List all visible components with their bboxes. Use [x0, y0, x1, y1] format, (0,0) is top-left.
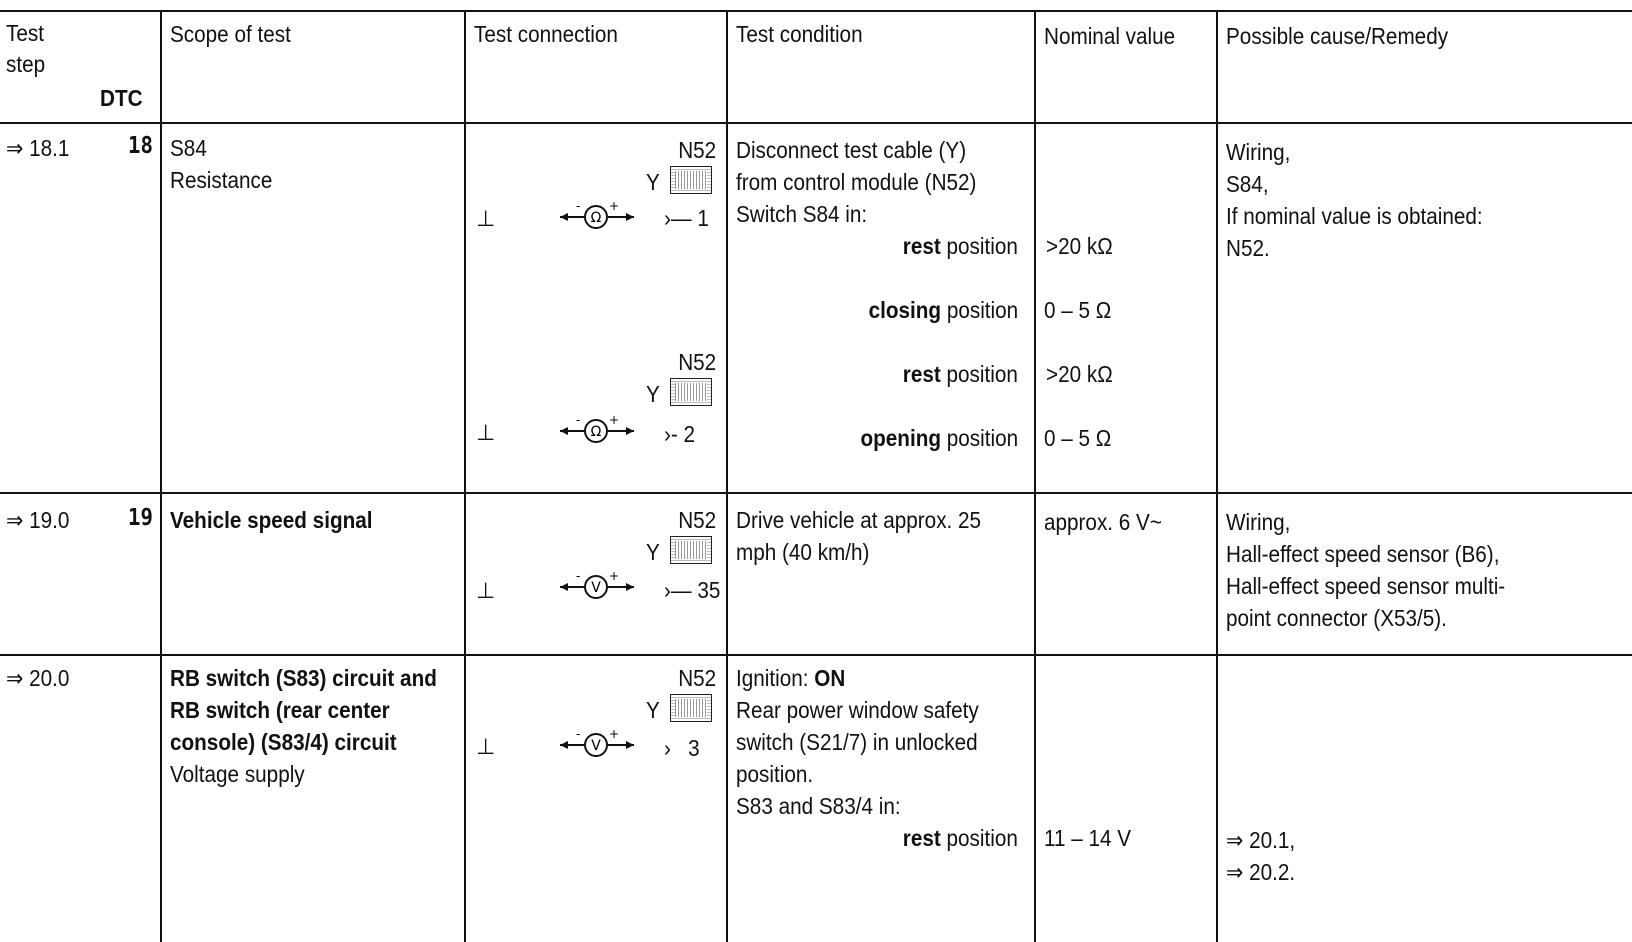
row1-conn1-ground-icon: ⊥: [476, 207, 496, 232]
svg-text:-: -: [576, 416, 581, 427]
row3-remedy-2: ⇒ 20.2.: [1226, 859, 1296, 885]
row1-cond-line3: Switch S84 in:: [736, 201, 868, 227]
row3-conn-plug-icon: [670, 694, 712, 722]
col-divider-2: [464, 10, 466, 942]
row1-nominal-2: 0 – 5 Ω: [1044, 297, 1112, 323]
row2-remedy-3: Hall-effect speed sensor multi-: [1226, 573, 1506, 599]
row1-scope-title: S84: [170, 135, 207, 161]
row3-cond-line1: Rear power window safety: [736, 697, 979, 723]
col-divider-3: [726, 10, 728, 942]
row1-nominal-1: >20 kΩ: [1046, 233, 1113, 259]
row1-bottom-rule: [0, 492, 1632, 494]
col-divider-4: [1034, 10, 1036, 942]
col-divider-1: [160, 10, 162, 942]
row1-conn1-plug-icon: [670, 166, 712, 194]
header-remedy: Possible cause/Remedy: [1226, 23, 1449, 49]
svg-text:-: -: [576, 202, 581, 213]
row1-conn2-cable: Y: [646, 381, 660, 407]
row1-position-2: closing position: [868, 297, 1018, 323]
row3-cond-line3: position.: [736, 761, 814, 787]
row2-nominal: approx. 6 V~: [1044, 509, 1162, 535]
row2-step: ⇒ 19.0: [6, 507, 70, 533]
svg-text:+: +: [609, 202, 620, 213]
header-dtc: DTC: [100, 85, 143, 111]
header-test-step: Test step: [6, 20, 46, 77]
row3-cond-ignition: Ignition: ON: [736, 665, 846, 691]
row3-scope-sub: Voltage supply: [170, 761, 305, 787]
row2-conn-module: N52: [678, 507, 716, 533]
row1-conn2-ground-icon: ⊥: [476, 421, 496, 446]
row2-conn-plug-icon: [670, 536, 712, 564]
svg-text:+: +: [609, 416, 620, 427]
row3-nominal: 11 – 14 V: [1044, 825, 1132, 851]
row1-position-1: rest position: [902, 233, 1018, 259]
row3-cond-line2: switch (S21/7) in unlocked: [736, 729, 978, 755]
svg-text:Ω: Ω: [590, 424, 602, 440]
row3-conn-voltmeter-icon: [558, 730, 638, 766]
row1-dtc: 18: [128, 133, 153, 159]
svg-text:+: +: [609, 572, 620, 583]
row3-step: ⇒ 20.0: [6, 665, 70, 691]
row3-scope-line2: RB switch (rear center: [170, 697, 390, 723]
header-scope: Scope of test: [170, 21, 291, 47]
row2-cond-line2: mph (40 km/h): [736, 539, 870, 565]
row2-cond-line1: Drive vehicle at approx. 25: [736, 507, 982, 533]
row3-scope-line3: console) (S83/4) circuit: [170, 729, 397, 755]
svg-text:V: V: [591, 738, 601, 754]
row1-remedy-4: N52.: [1226, 235, 1270, 261]
row3-conn-cable: Y: [646, 697, 660, 723]
row3-cond-line4: S83 and S83/4 in:: [736, 793, 901, 819]
row1-nominal-3: >20 kΩ: [1046, 361, 1113, 387]
row1-remedy-3: If nominal value is obtained:: [1226, 203, 1483, 229]
row2-bottom-rule: [0, 654, 1632, 656]
row1-cond-line2: from control module (N52): [736, 169, 977, 195]
row1-cond-line1: Disconnect test cable (Y): [736, 137, 967, 163]
svg-text:-: -: [576, 572, 581, 583]
svg-text:V: V: [591, 580, 601, 596]
row1-conn2-module: N52: [678, 349, 716, 375]
header-connection: Test connection: [474, 21, 618, 47]
svg-text:+: +: [609, 730, 620, 741]
row2-conn-ground-icon: ⊥: [476, 579, 496, 604]
row3-position: rest position: [902, 825, 1018, 851]
row2-dtc: 19: [128, 505, 153, 531]
header-bottom-rule: [0, 122, 1632, 124]
row1-remedy-2: S84,: [1226, 171, 1269, 197]
row1-conn1-pin-label: ›— 1: [664, 205, 709, 231]
header-top-rule: [0, 10, 1632, 12]
row3-conn-ground-icon: ⊥: [476, 735, 496, 760]
row1-scope-sub: Resistance: [170, 167, 273, 193]
row1-step: ⇒ 18.1: [6, 135, 70, 161]
row2-conn-pin-label: ›— 35: [664, 577, 721, 603]
row2-remedy-2: Hall-effect speed sensor (B6),: [1226, 541, 1500, 567]
row3-remedy-1: ⇒ 20.1,: [1226, 827, 1296, 853]
row1-conn1-module: N52: [678, 137, 716, 163]
header-condition: Test condition: [736, 21, 863, 47]
svg-text:Ω: Ω: [590, 210, 602, 226]
row1-nominal-4: 0 – 5 Ω: [1044, 425, 1112, 451]
col-divider-5: [1216, 10, 1218, 942]
row1-conn2-pin-label: ›- 2: [664, 421, 696, 447]
row3-scope-line1: RB switch (S83) circuit and: [170, 665, 437, 691]
row1-position-3: rest position: [902, 361, 1018, 387]
row1-position-4: opening position: [860, 425, 1018, 451]
row3-conn-module: N52: [678, 665, 716, 691]
row1-conn1-ohmmeter-icon: [558, 202, 638, 238]
row2-remedy-1: Wiring,: [1226, 509, 1291, 535]
row2-remedy-4: point connector (X53/5).: [1226, 605, 1447, 631]
row1-remedy-1: Wiring,: [1226, 139, 1291, 165]
header-nominal: Nominal value: [1044, 23, 1176, 49]
row2-scope-title: Vehicle speed signal: [170, 507, 373, 533]
row2-conn-voltmeter-icon: [558, 572, 638, 608]
row1-conn2-plug-icon: [670, 378, 712, 406]
row1-conn2-ohmmeter-icon: [558, 416, 638, 452]
row3-conn-pin-label: › 3: [664, 735, 700, 761]
svg-text:-: -: [576, 730, 581, 741]
row1-conn1-cable: Y: [646, 169, 660, 195]
row2-conn-cable: Y: [646, 539, 660, 565]
